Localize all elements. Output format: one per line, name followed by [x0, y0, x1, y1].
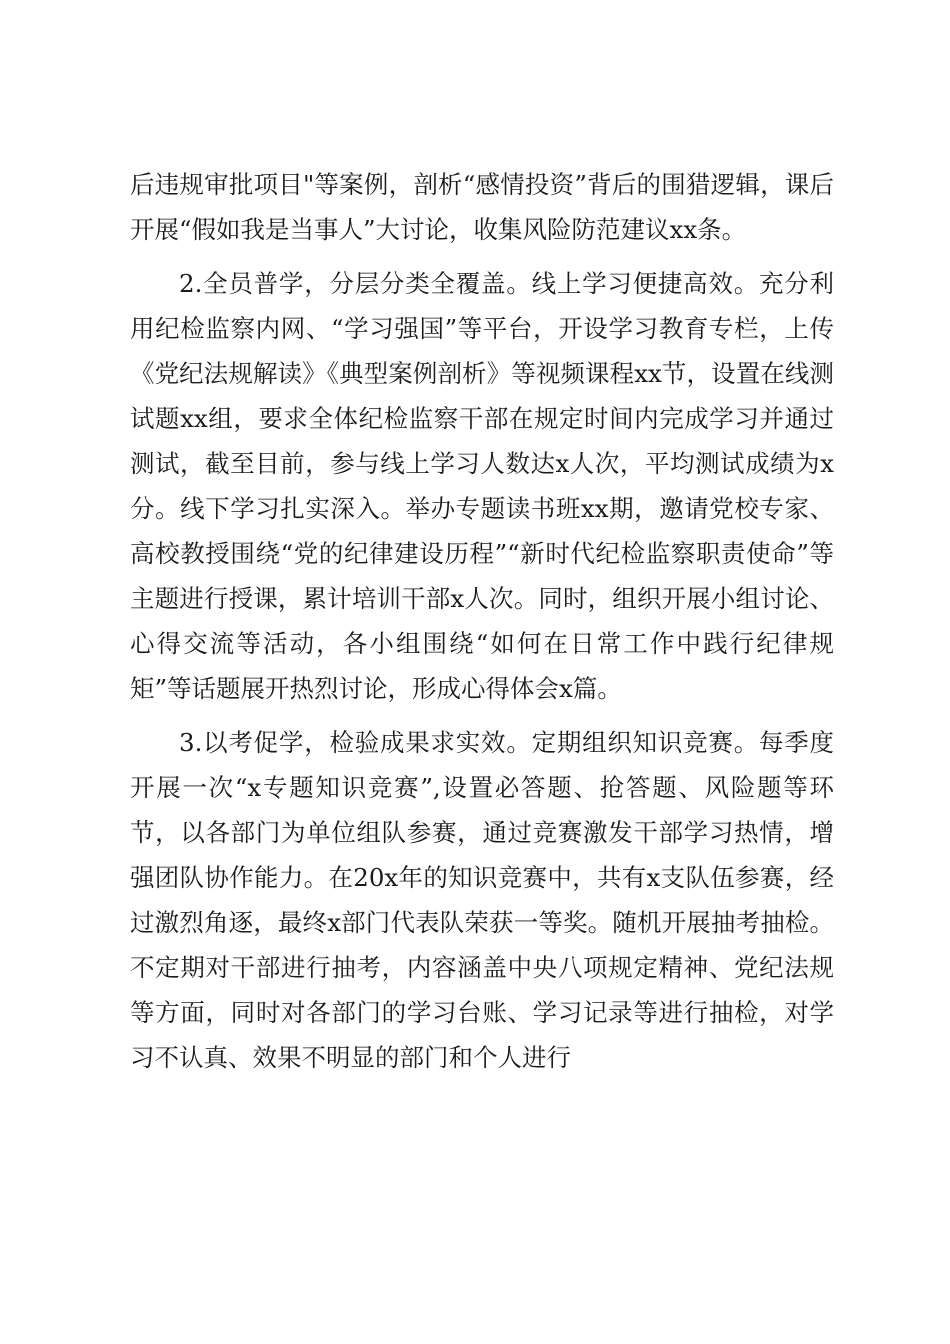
paragraph-item-3: 3.以考促学，检验成果求实效。定期组织知识竞赛。每季度开展一次“x专题知识竞赛”,设置必答题、抢答题、风险题等环节，以各部门为单位组队参赛，通过竞赛激发干部学习热情，增强团队协作能力。在20x年的知识竞赛中，共有x支队伍参赛，经过激烈角逐，最终x部门代表队荣获一等奖。随机开展抽考抽检。不定期对干部进行抽考，内容涵盖中央八项规定精神、党纪法规等方面，同时对各部门的学习台账、学习记录等进行抽检，对学习不认真、效果不明显的部门和个人进行	[130, 728, 834, 1072]
paragraph-item-2: 2.全员普学，分层分类全覆盖。线上学习便捷高效。充分利用纪检监察内网、“学习强国”等平台，开设学习教育专栏，上传《党纪法规解读》《典型案例剖析》等视频课程xx节，设置在线测试题xx组，要求全体纪检监察干部在规定时间内完成学习并通过测试，截至目前，参与线上学习人数达x人次，平均测试成绩为x分。线下学习扎实深入。举办专题读书班xx期，邀请党校专家、高校教授围绕“党的纪律建设历程”“新时代纪检监察职责使命”等主题进行授课，累计培训干部x人次。同时，组织开展小组讨论、心得交流等活动，各小组围绕“如何在日常工作中践行纪律规矩”等话题展开热烈讨论，形成心得体会x篇。	[130, 269, 834, 703]
document-page	[130, 162, 834, 1080]
paragraph-continuation: 后违规审批项目"等案例，剖析“感情投资”背后的围猎逻辑，课后开展“假如我是当事人”大讨论，收集风险防范建议xx条。	[130, 170, 834, 244]
